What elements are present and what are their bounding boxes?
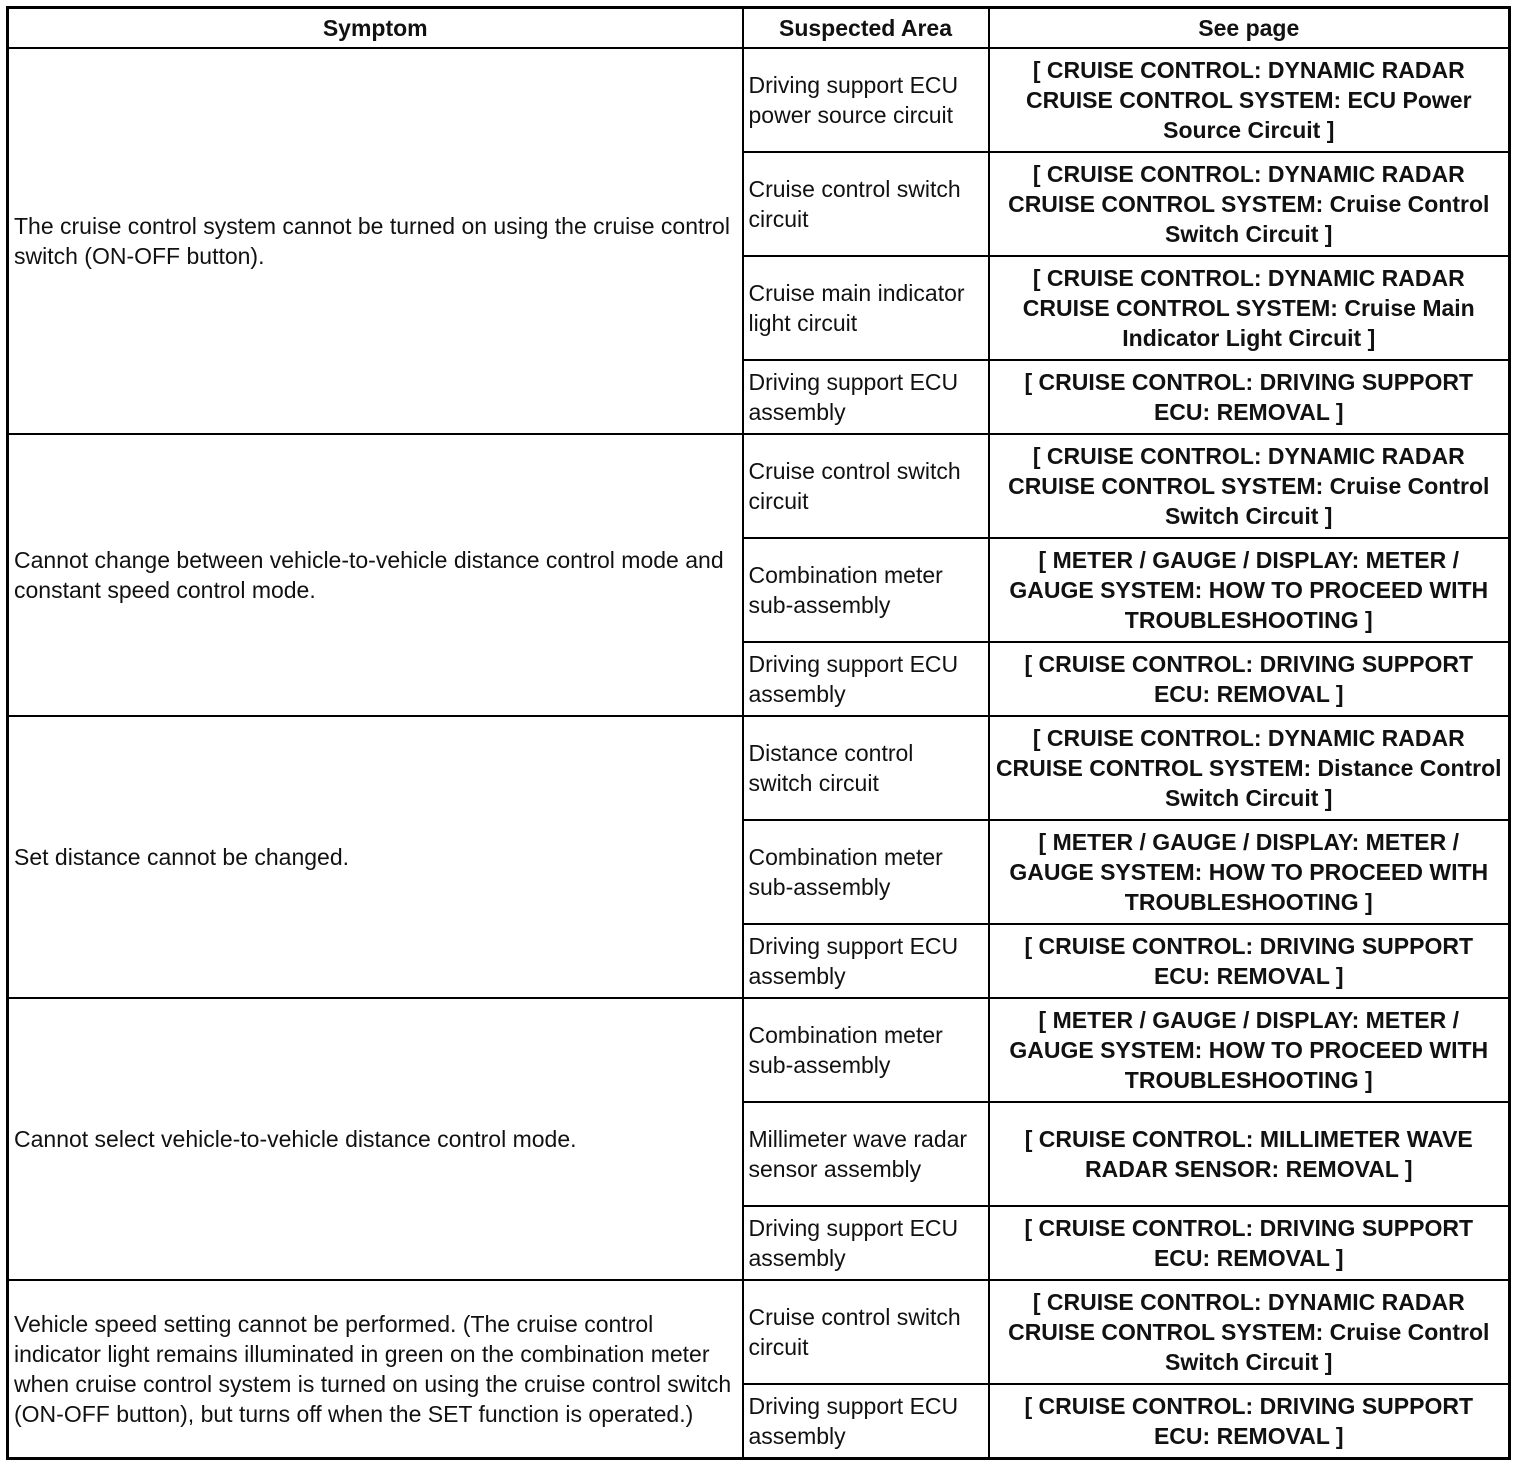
suspected-area-cell: Driving support ECU assembly — [743, 924, 989, 998]
suspected-area-cell: Driving support ECU assembly — [743, 360, 989, 434]
suspected-area-cell: Driving support ECU power source circuit — [743, 48, 989, 152]
see-page-link[interactable]: [ CRUISE CONTROL: DRIVING SUPPORT ECU: REMOVAL ] — [989, 1384, 1510, 1459]
see-page-link[interactable]: [ METER / GAUGE / DISPLAY: METER / GAUGE SYSTEM: HOW TO PROCEED WITH TROUBLESHOOTING ] — [989, 998, 1510, 1102]
see-page-link[interactable]: [ CRUISE CONTROL: DYNAMIC RADAR CRUISE CONTROL SYSTEM: Cruise Control Switch Circuit ] — [989, 434, 1510, 538]
symptom-cell: Cannot select vehicle-to-vehicle distance control mode. — [8, 998, 743, 1280]
symptom-cell: Set distance cannot be changed. — [8, 716, 743, 998]
suspected-area-cell: Cruise control switch circuit — [743, 1280, 989, 1384]
suspected-area-cell: Combination meter sub-assembly — [743, 998, 989, 1102]
header-see-page: See page — [989, 8, 1510, 49]
table-row — [8, 434, 1510, 538]
see-page-link[interactable]: [ CRUISE CONTROL: MILLIMETER WAVE RADAR SENSOR: REMOVAL ] — [989, 1102, 1510, 1206]
suspected-area-cell: Driving support ECU assembly — [743, 1384, 989, 1459]
suspected-area-cell: Combination meter sub-assembly — [743, 538, 989, 642]
header-row — [8, 8, 1510, 49]
see-page-link[interactable]: [ CRUISE CONTROL: DYNAMIC RADAR CRUISE CONTROL SYSTEM: Distance Control Switch Circuit ] — [989, 716, 1510, 820]
header-suspected-area: Suspected Area — [743, 8, 989, 49]
header-symptom: Symptom — [8, 8, 743, 49]
see-page-link[interactable]: [ CRUISE CONTROL: DRIVING SUPPORT ECU: REMOVAL ] — [989, 642, 1510, 716]
table-row — [8, 716, 1510, 820]
suspected-area-cell: Distance control switch circuit — [743, 716, 989, 820]
table-row — [8, 998, 1510, 1102]
see-page-link[interactable]: [ METER / GAUGE / DISPLAY: METER / GAUGE SYSTEM: HOW TO PROCEED WITH TROUBLESHOOTING ] — [989, 820, 1510, 924]
symptom-cell: Cannot change between vehicle-to-vehicle distance control mode and constant speed control mode. — [8, 434, 743, 716]
troubleshooting-table — [6, 6, 1511, 1460]
suspected-area-cell: Driving support ECU assembly — [743, 642, 989, 716]
suspected-area-cell: Millimeter wave radar sensor assembly — [743, 1102, 989, 1206]
see-page-link[interactable]: [ METER / GAUGE / DISPLAY: METER / GAUGE SYSTEM: HOW TO PROCEED WITH TROUBLESHOOTING ] — [989, 538, 1510, 642]
see-page-link[interactable]: [ CRUISE CONTROL: DRIVING SUPPORT ECU: REMOVAL ] — [989, 924, 1510, 998]
see-page-link[interactable]: [ CRUISE CONTROL: DYNAMIC RADAR CRUISE CONTROL SYSTEM: Cruise Control Switch Circuit ] — [989, 1280, 1510, 1384]
suspected-area-cell: Driving support ECU assembly — [743, 1206, 989, 1280]
see-page-link[interactable]: [ CRUISE CONTROL: DRIVING SUPPORT ECU: REMOVAL ] — [989, 360, 1510, 434]
suspected-area-cell: Cruise control switch circuit — [743, 152, 989, 256]
suspected-area-cell: Cruise control switch circuit — [743, 434, 989, 538]
see-page-link[interactable]: [ CRUISE CONTROL: DRIVING SUPPORT ECU: REMOVAL ] — [989, 1206, 1510, 1280]
table-row — [8, 48, 1510, 152]
see-page-link[interactable]: [ CRUISE CONTROL: DYNAMIC RADAR CRUISE CONTROL SYSTEM: ECU Power Source Circuit ] — [989, 48, 1510, 152]
suspected-area-cell: Cruise main indicator light circuit — [743, 256, 989, 360]
suspected-area-cell: Combination meter sub-assembly — [743, 820, 989, 924]
symptom-cell: Vehicle speed setting cannot be performed. (The cruise control indicator light remains illuminated in green on the combination meter when cruise control system is turned on using the cruise control switch (ON-OFF button), but turns off when the SET function is operated.) — [8, 1280, 743, 1459]
symptom-cell: The cruise control system cannot be turned on using the cruise control switch (ON-OFF button). — [8, 48, 743, 434]
see-page-link[interactable]: [ CRUISE CONTROL: DYNAMIC RADAR CRUISE CONTROL SYSTEM: Cruise Control Switch Circuit ] — [989, 152, 1510, 256]
table-row — [8, 1280, 1510, 1384]
see-page-link[interactable]: [ CRUISE CONTROL: DYNAMIC RADAR CRUISE CONTROL SYSTEM: Cruise Main Indicator Light Circuit ] — [989, 256, 1510, 360]
